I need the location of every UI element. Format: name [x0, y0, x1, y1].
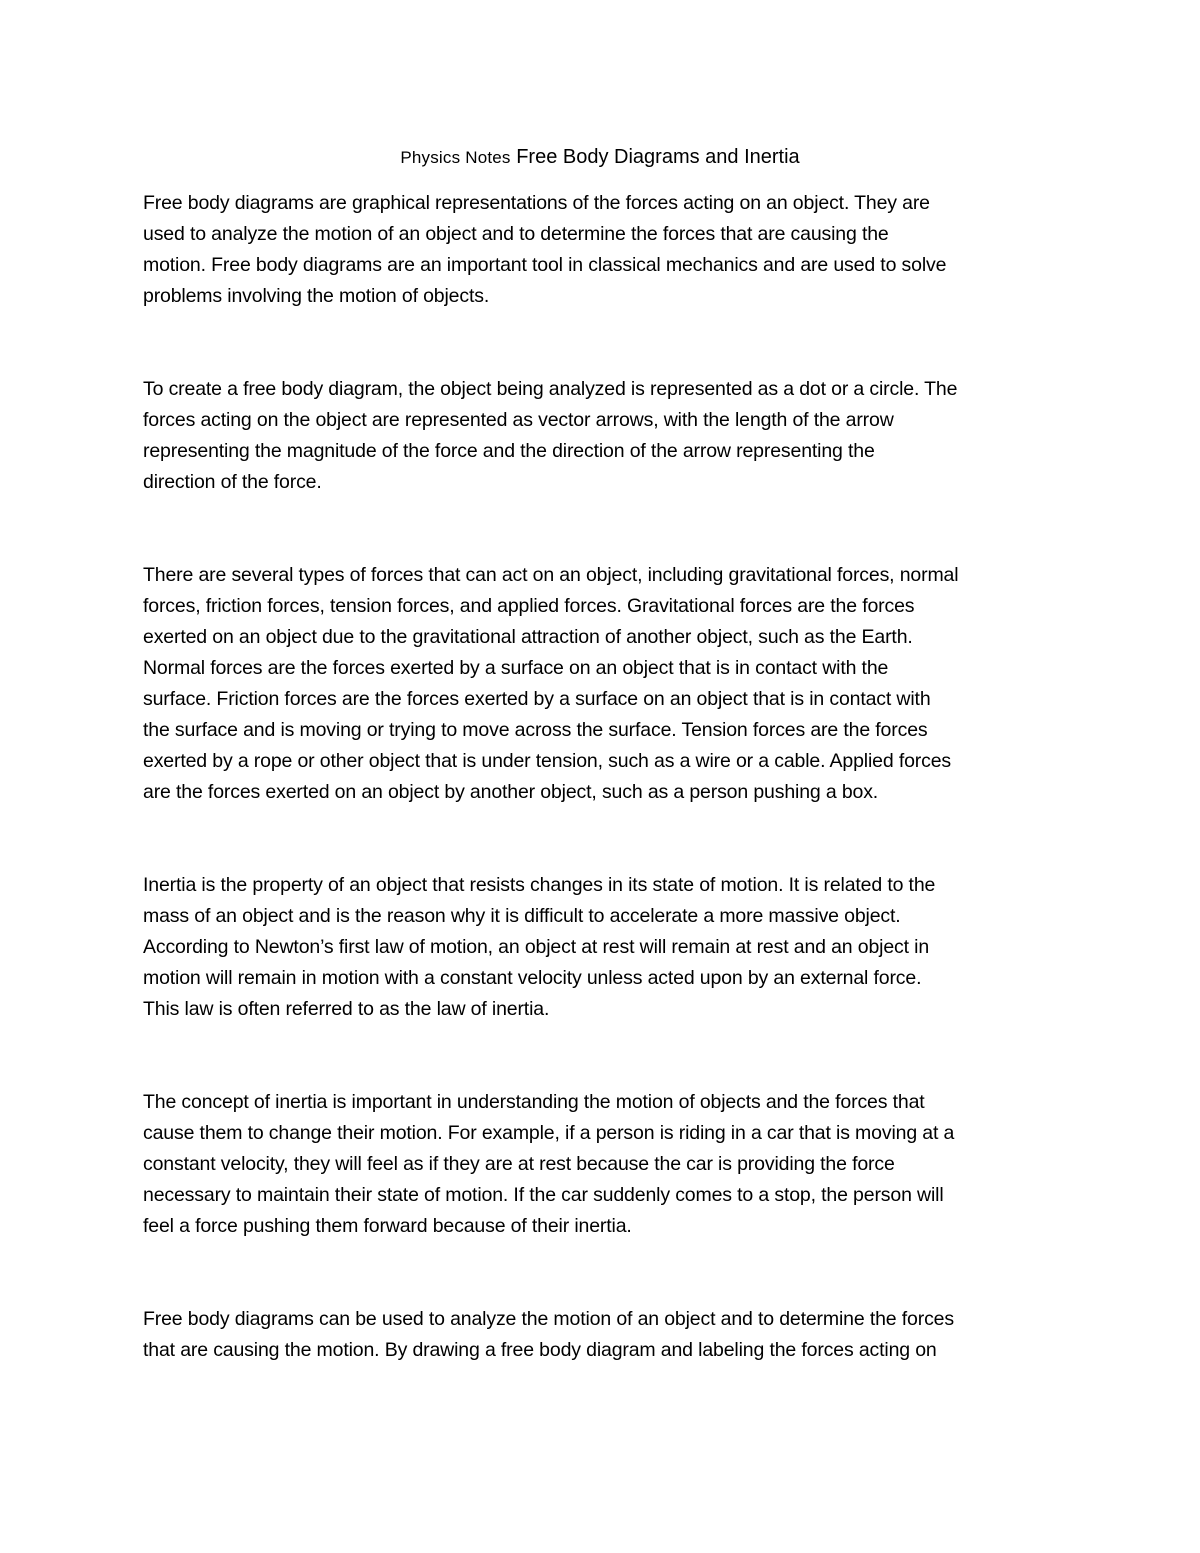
text-line: Normal forces are the forces exerted by a surface on an object that is in contact with the	[143, 657, 889, 679]
text-line: motion will remain in motion with a constant velocity unless acted upon by an external force.	[143, 967, 922, 989]
text-line: According to Newton’s first law of motion, an object at rest will remain at rest and an object in	[143, 936, 930, 958]
text-line: direction of the force.	[143, 471, 322, 493]
paragraph-types-of-forces	[143, 560, 1063, 808]
document-body	[143, 188, 1063, 1428]
text-line: representing the magnitude of the force and the direction of the arrow representing the	[143, 440, 875, 462]
text-line: mass of an object and is the reason why it is difficult to accelerate a more massive object.	[143, 905, 901, 927]
text-line: Free body diagrams can be used to analyze the motion of an object and to determine the forces	[143, 1308, 954, 1330]
text-line: constant velocity, they will feel as if they are at rest because the car is providing the force	[143, 1153, 895, 1175]
title-subject: Physics Notes	[400, 148, 511, 167]
page-title	[0, 142, 1200, 173]
text-line: To create a free body diagram, the object being analyzed is represented as a dot or a circle. The	[143, 378, 958, 400]
text-line: feel a force pushing them forward because of their inertia.	[143, 1215, 632, 1237]
title-main: Free Body Diagrams and Inertia	[516, 146, 800, 168]
paragraph-free-body-intro	[143, 188, 1063, 312]
paragraph-diagram-usage	[143, 1304, 1063, 1366]
text-line: Inertia is the property of an object that resists changes in its state of motion. It is related to the	[143, 874, 936, 896]
paragraph-inertia-definition	[143, 870, 1063, 1025]
text-line: cause them to change their motion. For example, if a person is riding in a car that is moving at a	[143, 1122, 955, 1144]
text-line: are the forces exerted on an object by another object, such as a person pushing a box.	[143, 781, 879, 803]
text-line: The concept of inertia is important in understanding the motion of objects and the forces that	[143, 1091, 925, 1113]
text-line: problems involving the motion of objects.	[143, 285, 490, 307]
text-line: that are causing the motion. By drawing a free body diagram and labeling the forces acting on	[143, 1339, 937, 1361]
paragraph-create-diagram	[143, 374, 1063, 498]
text-line: motion. Free body diagrams are an important tool in classical mechanics and are used to solve	[143, 254, 947, 276]
text-line: the surface and is moving or trying to move across the surface. Tension forces are the forces	[143, 719, 928, 741]
text-line: This law is often referred to as the law of inertia.	[143, 998, 550, 1020]
text-line: exerted on an object due to the gravitational attraction of another object, such as the Earth.	[143, 626, 913, 648]
text-line: forces acting on the object are represented as vector arrows, with the length of the arrow	[143, 409, 894, 431]
text-line: used to analyze the motion of an object and to determine the forces that are causing the	[143, 223, 889, 245]
text-line: Free body diagrams are graphical representations of the forces acting on an object. They are	[143, 192, 930, 214]
text-line: surface. Friction forces are the forces exerted by a surface on an object that is in contact with	[143, 688, 931, 710]
paragraph-inertia-concept	[143, 1087, 1063, 1242]
text-line: necessary to maintain their state of motion. If the car suddenly comes to a stop, the person will	[143, 1184, 944, 1206]
text-line: exerted by a rope or other object that is under tension, such as a wire or a cable. Applied forces	[143, 750, 952, 772]
text-line: forces, friction forces, tension forces, and applied forces. Gravitational forces are the forces	[143, 595, 915, 617]
text-line: There are several types of forces that can act on an object, including gravitational forces, normal	[143, 564, 959, 586]
